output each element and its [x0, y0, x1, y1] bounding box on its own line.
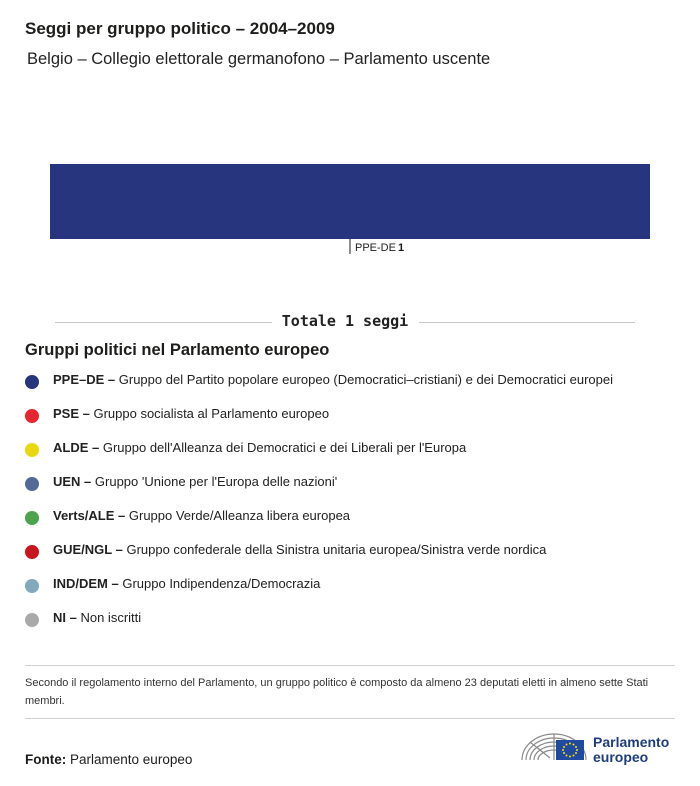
legend-item [25, 440, 690, 474]
chart-subtitle: Belgio – Collegio elettorale germanofono – Parlamento uscente [27, 50, 491, 68]
legend-abbr: UEN – [53, 474, 95, 489]
legend-text [53, 610, 141, 625]
legend-text [53, 372, 613, 387]
legend-item [25, 474, 690, 508]
legend-description: Gruppo Indipendenza/Democrazia [122, 576, 321, 591]
legend-text [53, 406, 329, 421]
legend-abbr: GUE/NGL – [53, 542, 127, 557]
legend-color-dot [25, 511, 39, 525]
bar-label [355, 242, 404, 254]
legend-color-dot [25, 613, 39, 627]
legend-abbr: NI – [53, 610, 81, 625]
legend-description: Gruppo Verde/Alleanza libera europea [128, 508, 351, 523]
logo-text-line1: Parlamento [593, 734, 670, 750]
legend-abbr: IND/DEM – [53, 576, 123, 591]
legend-abbr: PSE – [53, 406, 94, 421]
logo-text-line2: europeo [593, 749, 649, 765]
legend-abbr: ALDE – [53, 440, 103, 455]
legend [25, 372, 690, 644]
legend-text [53, 508, 350, 523]
seats-bar-chart [0, 150, 700, 270]
chart-title: Seggi per gruppo politico – 2004–2009 [25, 19, 335, 38]
source-label: Fonte: [25, 752, 67, 767]
bar-category-label: PPE-DE [355, 242, 396, 254]
logo-text [593, 735, 669, 765]
legend-item [25, 406, 690, 440]
legend-text [53, 440, 466, 455]
legend-text [53, 576, 320, 591]
legend-title: Gruppi politici nel Parlamento europeo [25, 341, 330, 359]
legend-color-dot [25, 409, 39, 423]
legend-item [25, 372, 690, 406]
divider [25, 665, 675, 666]
legend-description: Gruppo dell'Alleanza dei Democratici e dei Liberali per l'Europa [102, 440, 467, 455]
legend-item [25, 508, 690, 542]
legend-text [53, 542, 546, 557]
bar-value-label: 1 [397, 242, 405, 254]
legend-description: Gruppo del Partito popolare europeo (Democratici–cristiani) e dei Democratici europei [118, 372, 614, 387]
bar-segment [50, 164, 650, 239]
parliament-hemicycle-icon [520, 728, 590, 768]
legend-description: Gruppo confederale della Sinistra unitaria europea/Sinistra verde nordica [126, 542, 547, 557]
legend-description: Gruppo socialista al Parlamento europeo [93, 406, 330, 421]
legend-item [25, 576, 690, 610]
legend-color-dot [25, 477, 39, 491]
total-seats-label: Totale 1 seggi [281, 312, 409, 330]
legend-abbr: PPE–DE – [53, 372, 119, 387]
legend-color-dot [25, 375, 39, 389]
legend-description: Non iscritti [80, 610, 142, 625]
legend-item [25, 542, 690, 576]
legend-color-dot [25, 443, 39, 457]
total-seats [55, 312, 635, 332]
total-divider-right [419, 322, 635, 323]
source [25, 752, 192, 767]
european-parliament-logo [520, 728, 680, 768]
legend-abbr: Verts/ALE – [53, 508, 129, 523]
legend-text [53, 474, 337, 489]
legend-color-dot [25, 579, 39, 593]
legend-item [25, 610, 690, 644]
divider [25, 718, 675, 719]
source-value: Parlamento europeo [70, 752, 193, 767]
legend-description: Gruppo 'Unione per l'Europa delle nazioni' [94, 474, 338, 489]
legend-color-dot [25, 545, 39, 559]
footnote: Secondo il regolamento interno del Parlamento, un gruppo politico è composto da almeno 23 deputati eletti in almeno sette Stati membri. [25, 677, 649, 707]
